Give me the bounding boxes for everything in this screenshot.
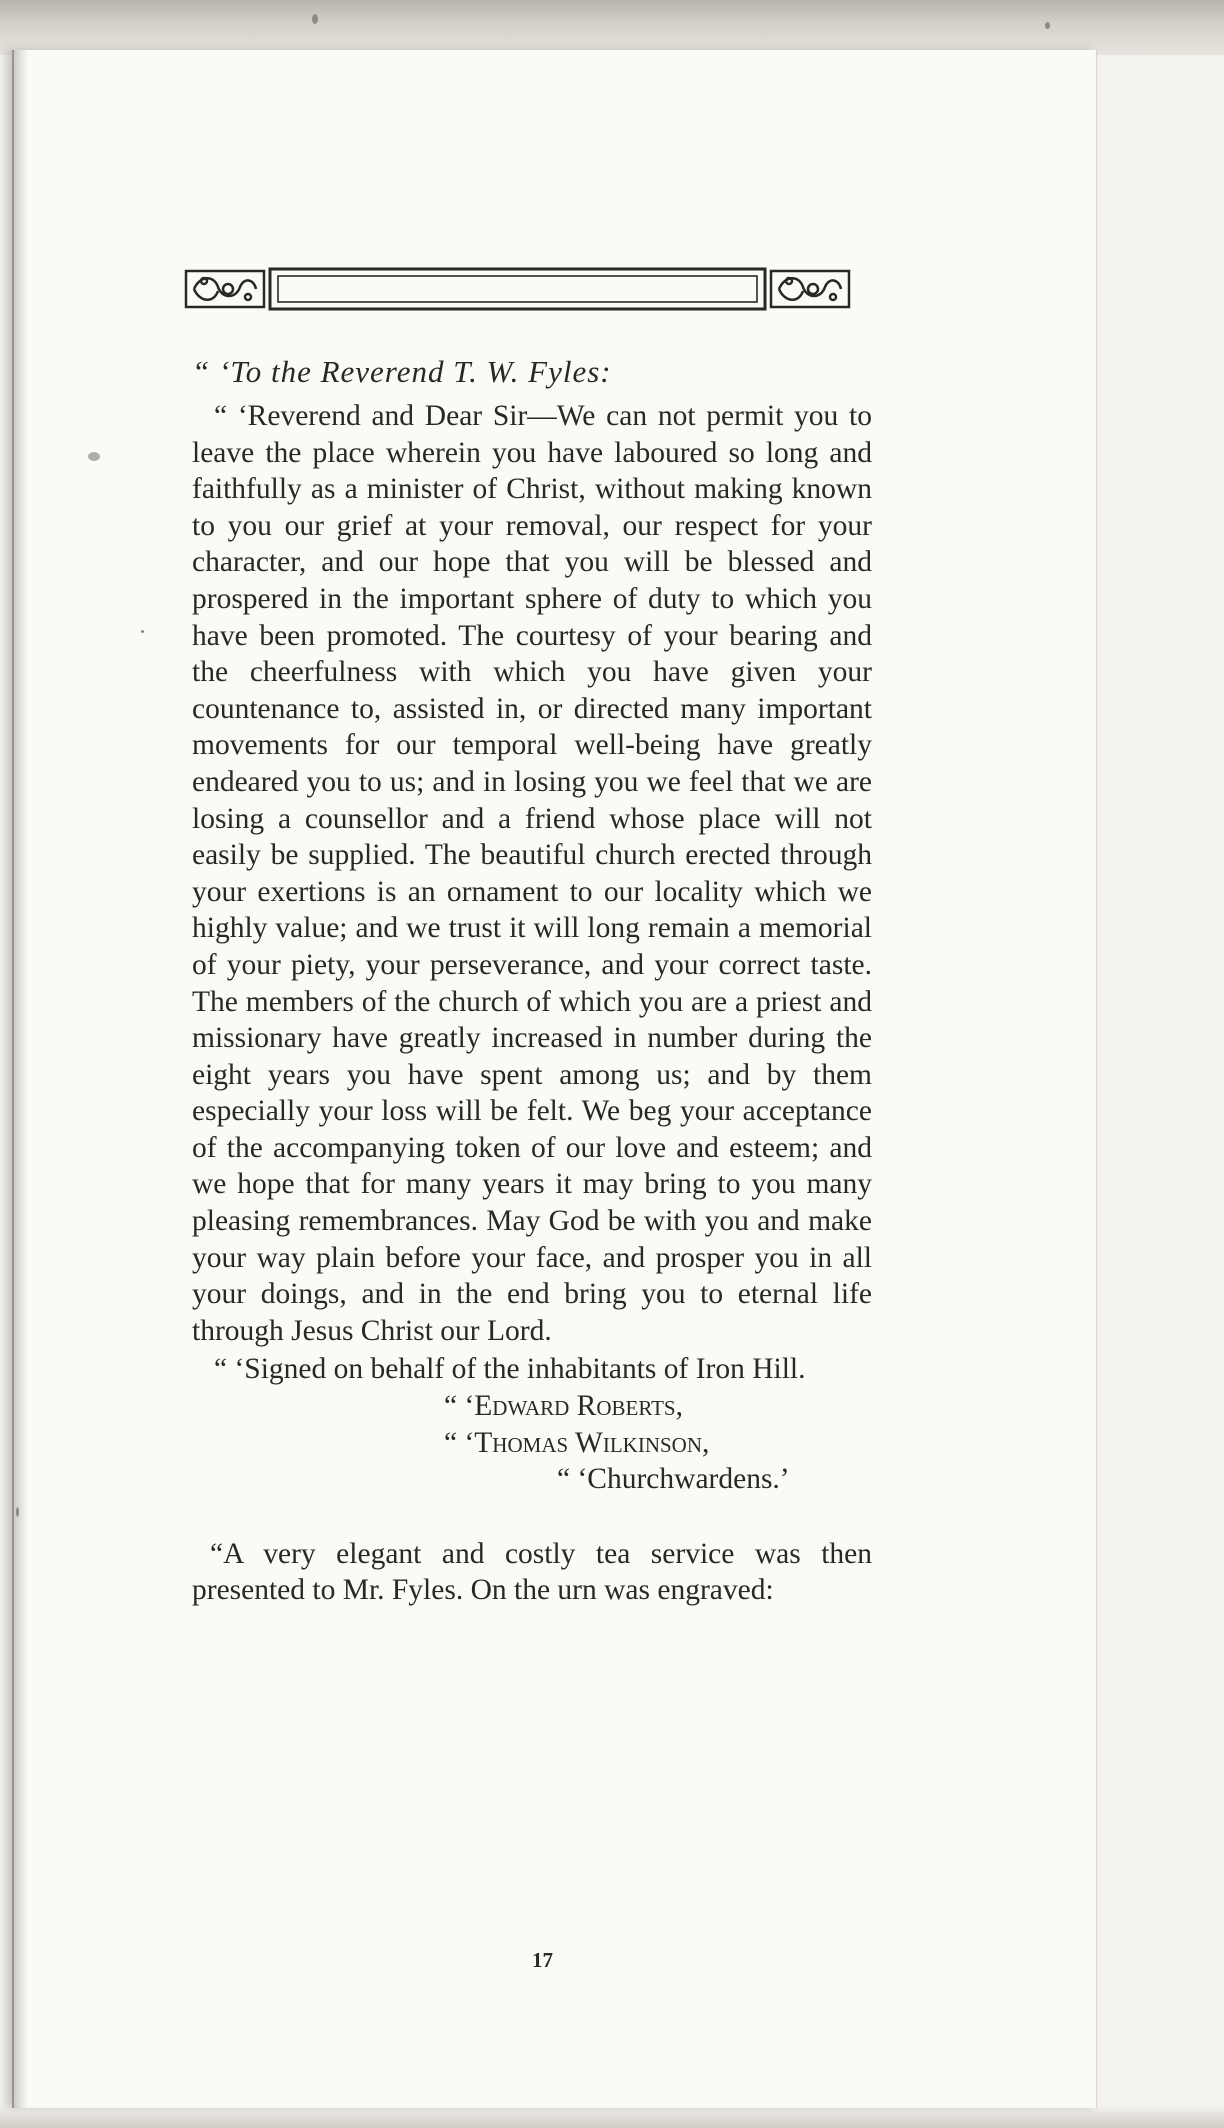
- speck: [88, 452, 100, 461]
- signatory-thomas-wilkinson: “ ‘Thomas Wilkinson,: [444, 1426, 710, 1459]
- signatory-edward-roberts: “ ‘Edward Roberts,: [444, 1390, 683, 1423]
- spine-shadow: [14, 50, 28, 2108]
- page-top-edge: [0, 0, 1224, 55]
- speck: [1045, 22, 1050, 29]
- page-bottom-edge: [0, 2106, 1224, 2128]
- speck: [141, 630, 144, 633]
- book-page: [12, 50, 1097, 2108]
- salutation: “ ‘To the Reverend T. W. Fyles:: [192, 354, 612, 389]
- closing-paragraph: “A very elegant and costly tea service was then presented to Mr. Fyles. On the urn was engraved:: [192, 1537, 872, 1607]
- header-ornament: [184, 265, 851, 313]
- speck: [16, 1507, 19, 1517]
- page-number: 17: [532, 1948, 553, 1972]
- signed-line: “ ‘Signed on behalf of the inhabitants of Iron Hill.: [214, 1353, 806, 1386]
- speck: [312, 14, 318, 24]
- text-block: [192, 350, 872, 1609]
- signatory-role: “ ‘Churchwardens.’: [557, 1463, 790, 1496]
- address-paragraph: “ ‘Reverend and Dear Sir—We can not permit you to leave the place wherein you have laboured so long and faithfully as a minister of Christ, without making known to you our grief at your removal, our respect for your character, and our hope that you will be blessed and prospered in the important sphere of duty to which you have been promoted. The courtesy of your bearing and the cheerfulness with which you have given your countenance to, assisted in, or directed many important movements for our temporal well-being have greatly endeared you to us; and in losing you we feel that we are losing a counsellor and a friend whose place will not easily be supplied. The beautiful church erected through your exertions is an ornament to our locality which we highly value; and we trust it will long remain a memorial of your piety, your perseverance, and your correct taste. The members of the church of which you are a priest and missionary have greatly increased in number during the eight years you have spent among us; and by them especially your loss will be felt. We beg your acceptance of the accompanying token of our love and esteem; and we hope that for many years it may bring to you many pleasing remembrances. May God be with you and make your way plain before your face, and prosper you in all your doings, and in the end bring you to eternal life through Jesus Christ our Lord.: [192, 400, 872, 1347]
